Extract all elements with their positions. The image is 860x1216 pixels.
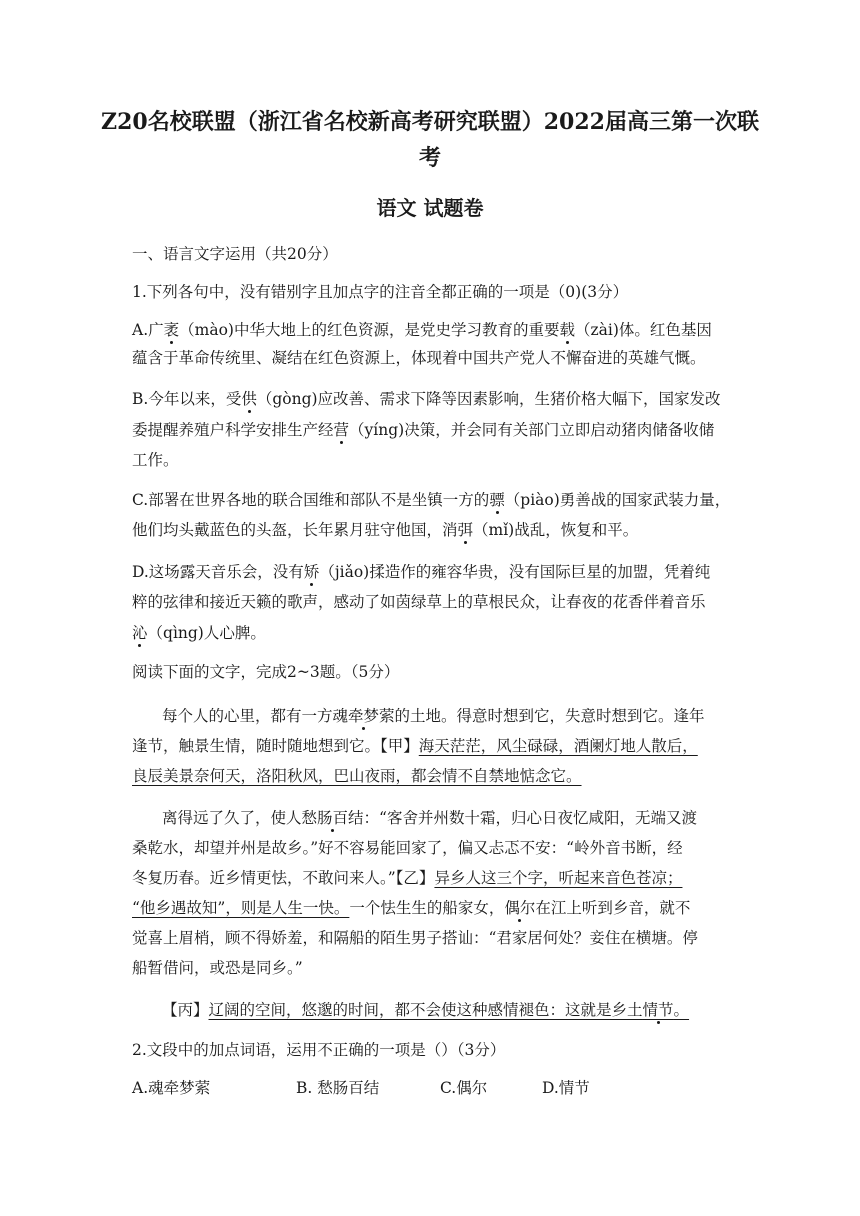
passage-p2-line5: 觉喜上眉梢，顾不得娇羞，和隔船的陌生男子搭讪：“君家居何处？妾住在横塘。停 — [132, 929, 698, 947]
option-a-line1: A.广袤（mào)中华大地上的红色资源，是党史学习教育的重要载（zài)体。红色基因 — [132, 321, 712, 339]
option-b-line3: 工作。 — [132, 451, 179, 469]
passage-p1-line2: 逢节，触景生情，随时随地想到它。【甲】海天茫茫，风尘碌碌，酒阑灯地人散后， — [132, 737, 698, 755]
exam-title-line1: Z20名校联盟（浙江省名校新高考研究联盟）2022届高三第一次联 — [101, 109, 759, 135]
passage-p2-line1: 离得远了久了，使人愁肠百结：“客舍并州数十霜，归心日夜忆咸阳，无端又渡 — [162, 809, 697, 827]
option-d-line3: 沁（qìng)人心脾。 — [132, 624, 266, 642]
option-b-line2: 委提醒养殖户科学安排生产经营（yíng)决策，并会同有关部门立即启动猪肉储备收储 — [132, 421, 715, 439]
section-heading: 一、语言文字运用（共20分） — [132, 245, 338, 263]
passage-p1-line3: 良辰美景奈何天，洛阳秋风，巴山夜雨，都会情不自禁地惦念它。 — [132, 767, 582, 785]
passage-p3-line1: 【丙】辽阔的空间，悠邈的时间，都不会使这种感情褪色：这就是乡土情节。 — [162, 1001, 690, 1019]
q2-option-b: B. 愁肠百结 — [296, 1079, 380, 1097]
option-c-line2: 他们均头戴蓝色的头盔，长年累月驻守他国，消弭（mǐ)战乱，恢复和平。 — [132, 521, 639, 539]
question-2: 2.文段中的加点词语，运用不正确的一项是（）（3分） — [132, 1041, 506, 1059]
q2-option-c: C.偶尔 — [440, 1079, 488, 1097]
q2-option-d: D.情节 — [542, 1079, 590, 1097]
option-a-line2: 蕴含于革命传统里、凝结在红色资源上，体现着中国共产党人不懈奋进的英雄气慨。 — [132, 349, 706, 367]
option-d-line2: 粹的弦律和接近天籁的歌声，感动了如茵绿草上的草根民众，让春夜的花香伴着音乐 — [132, 593, 706, 611]
passage-p2-line6: 船暂借问，或恐是同乡。” — [132, 959, 303, 977]
reading-instruction: 阅读下面的文字，完成2~3题。（5分） — [132, 663, 400, 681]
passage-p2-line2: 桑乾水，却望并州是故乡。”好不容易能回家了，偏又忐忑不安：“岭外音书断，经 — [132, 839, 683, 857]
exam-subtitle: 语文 试题卷 — [376, 196, 484, 220]
option-d-line1: D.这场露天音乐会，没有矫（jiǎo)揉造作的雍容华贵，没有国际巨星的加盟，凭着纯 — [132, 563, 711, 581]
question-1: 1.下列各句中，没有错别字且加点字的注音全都正确的一项是（0)(3分） — [132, 283, 629, 301]
passage-p2-line4: “他乡遇故知”，则是人生一快。一个怯生生的船家女，偶尔在江上听到乡音，就不 — [132, 899, 691, 917]
option-b-line1: B.今年以来，受供（gòng)应改善、需求下降等因素影响，生猪价格大幅下，国家发改 — [132, 390, 721, 408]
q2-option-a: A.魂牵梦萦 — [132, 1079, 211, 1097]
passage-p1-line1: 每个人的心里，都有一方魂牵梦萦的土地。得意时想到它，失意时想到它。逢年 — [162, 707, 705, 725]
option-c-line1: C.部署在世界各地的联合国维和部队不是坐镇一方的骠（piào)勇善战的国家武装力量， — [132, 491, 731, 509]
passage-p2-line3: 冬复历春。近乡情更怯，不敢问来人。”【乙】异乡人这三个字，听起来音色苍凉； — [132, 869, 683, 887]
exam-title-line2: 考 — [418, 145, 441, 171]
